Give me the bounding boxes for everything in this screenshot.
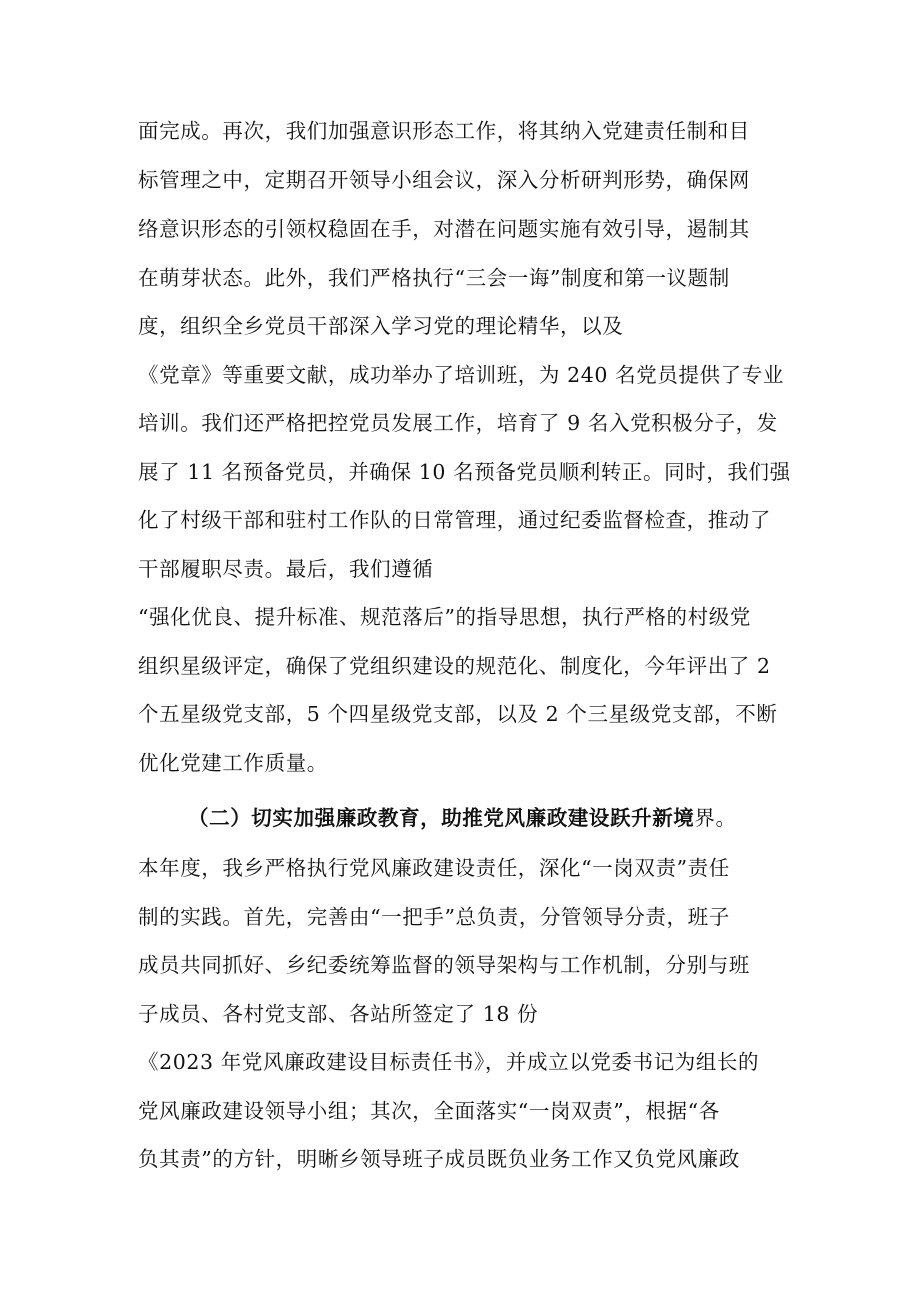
section-heading-tail: 界。 [694, 806, 737, 830]
paragraph-line: 制的实践。首先，完善由“一把手”总负责，分管领导分责，班子 [138, 905, 730, 929]
paragraph-line: 个五星级党支部，5 个四星级党支部，以及 2 个三星级党支部，不断 [138, 702, 778, 726]
paragraph-line: 在萌芽状态。此外，我们严格执行“三会一诲”制度和第一议题制 [138, 266, 730, 290]
paragraph-line: 度，组织全乡党员干部深入学习党的理论精华，以及 [138, 314, 624, 338]
paragraph-line: 展了 11 名预备党员，并确保 10 名预备党员顺利转正。同时，我们强 [138, 460, 791, 484]
paragraph-line: 干部履职尽责。最后，我们遵循 [138, 557, 434, 581]
paragraph-line: 成员共同抓好、乡纪委统筹监督的领导架构与工作机制，分别与班 [138, 953, 750, 977]
paragraph-line: 《党章》等重要文献，成功举办了培训班，为 240 名党员提供了专业 [138, 363, 784, 387]
paragraph-line: 子成员、各村党支部、各站所签定了 18 份 [138, 1002, 539, 1026]
paragraph-line: 组织星级评定，确保了党组织建设的规范化、制度化，今年评出了 2 [138, 654, 771, 678]
section-heading [188, 806, 838, 830]
paragraph-line: 优化党建工作质量。 [138, 751, 328, 775]
paragraph-line: 《2023 年党风廉政建设目标责任书》，并成立以党委书记为组长的 [138, 1050, 760, 1074]
paragraph-line: 化了村级干部和驻村工作队的日常管理，通过纪委监督检查，推动了 [138, 508, 771, 532]
paragraph-line: 面完成。再次，我们加强意识形态工作，将其纳入党建责任制和目 [138, 119, 750, 143]
section-heading-bold: （二）切实加强廉政教育，助推党风廉政建设跃升新境 [188, 806, 695, 830]
paragraph-line: 络意识形态的引领权稳固在手，对潜在问题实施有效引导，遏制其 [138, 217, 750, 241]
paragraph-line: 党风廉政建设领导小组；其次，全面落实“一岗双责”，根据“各 [138, 1099, 720, 1123]
paragraph-line: 培训。我们还严格把控党员发展工作，培育了 9 名入党积极分子，发 [138, 411, 778, 435]
paragraph-line: 本年度，我乡严格执行党风廉政建设责任，深化“一岗双责”责任 [138, 856, 730, 880]
paragraph-line: “强化优良、提升标准、规范落后”的指导思想，执行严格的村级党 [138, 605, 751, 629]
paragraph-line: 标管理之中，定期召开领导小组会议，深入分析研判形势，确保网 [138, 168, 750, 192]
paragraph-line: 负其责”的方针，明晰乡领导班子成员既负业务工作又负党风廉政 [138, 1147, 740, 1171]
